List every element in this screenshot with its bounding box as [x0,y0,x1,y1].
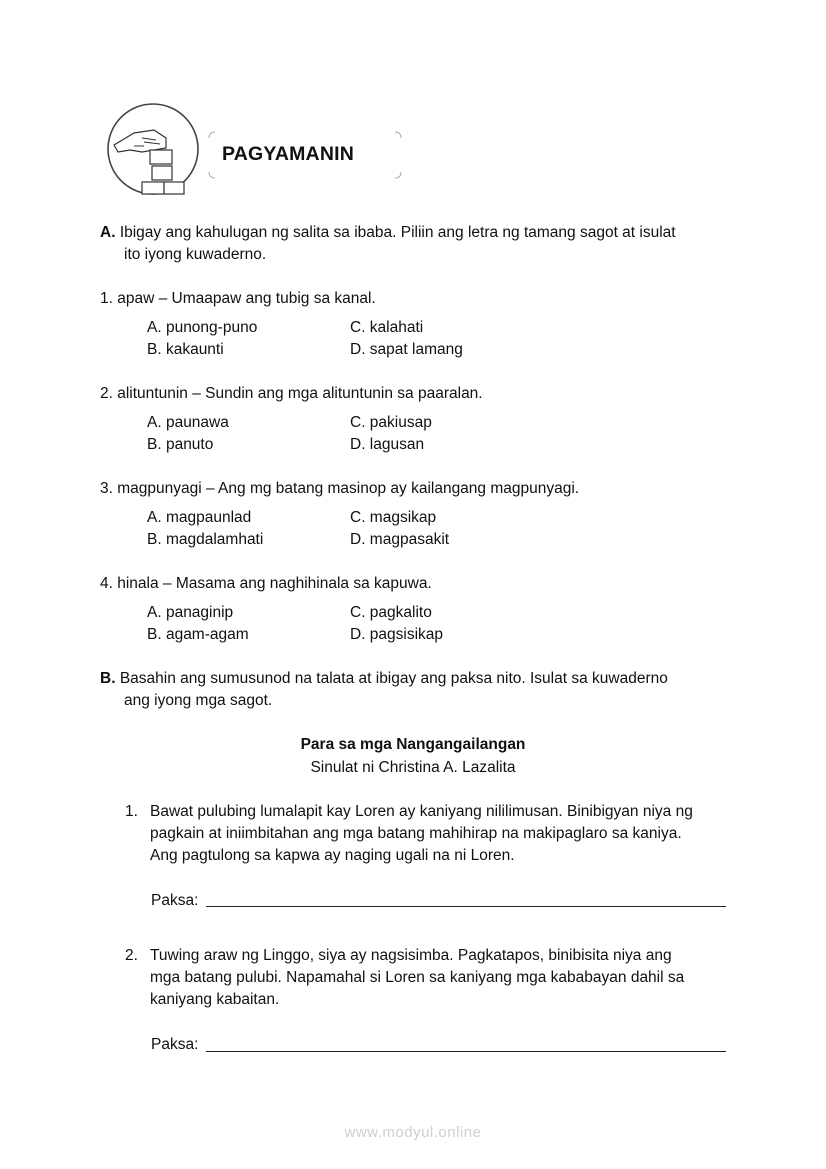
paksa-answer-line[interactable] [206,906,726,907]
paksa-answer-line[interactable] [206,1051,726,1052]
choice-b: B. magdalamhati [147,531,264,548]
choice-d: D. sapat lamang [350,341,463,358]
choice-a: A. panaginip [147,604,234,621]
question-prompt: 1. apaw – Umaapaw ang tubig sa kanal. [100,290,376,307]
section-b-label: B. [100,670,116,687]
instruction-text: Ibigay ang kahulugan ng salita sa ibaba. Piliin ang letra ng tamang sagot at isulat [119,224,676,241]
story-title: Para sa mga Nangangailangan [300,736,526,753]
question-prompt: 3. magpunyagi – Ang mg batang masinop ay kailangang magpunyagi. [100,480,580,497]
paksa-label: Paksa: [151,892,199,909]
choice-d: D. lagusan [350,436,425,453]
paragraph-line: Tuwing araw ng Linggo, siya ay nagsisimba. Pagkatapos, binibisita niya ang [150,947,672,964]
hand-stacking-blocks-icon [104,100,202,198]
question-prompt: 4. hinala – Masama ang naghihinala sa kapuwa. [100,575,432,592]
story-author: Sinulat ni Christina A. Lazalita [310,759,516,776]
choice-c: C. pakiusap [350,414,432,431]
watermark: www.modyul.online [344,1124,482,1141]
section-title: PAGYAMANIN [222,143,355,165]
section-a-label: A. [100,224,116,241]
section-b-instruction [100,668,668,690]
section-a-instruction-cont: ito iyong kuwaderno. [124,246,267,263]
choice-a: A. paunawa [147,414,229,431]
section-b-instruction-cont: ang iyong mga sagot. [124,692,273,709]
choice-d: D. pagsisikap [350,626,444,643]
item-number: 2. [125,947,138,964]
paragraph-line: Ang pagtulong sa kapwa ay naging ugali na ni Loren. [150,847,515,864]
section-a-instruction [100,222,728,244]
choice-b: B. agam-agam [147,626,249,643]
choice-c: C. kalahati [350,319,424,336]
choice-d: D. magpasakit [350,531,450,548]
paragraph-line: mga batang pulubi. Napamahal si Loren sa kaniyang mga kababayan dahil sa [150,969,685,986]
choice-c: C. pagkalito [350,604,432,621]
paragraph-line: Bawat pulubing lumalapit kay Loren ay kaniyang nililimusan. Binibigyan niya ng [150,803,693,820]
choice-b: B. kakaunti [147,341,224,358]
instruction-text: Basahin ang sumusunod na talata at ibigay ang paksa nito. Isulat sa kuwaderno [119,670,668,687]
paragraph-line: kaniyang kabaitan. [150,991,280,1008]
choice-a: A. magpaunlad [147,509,252,526]
choice-b: B. panuto [147,436,214,453]
choice-a: A. punong-puno [147,319,258,336]
question-prompt: 2. alituntunin – Sundin ang mga alituntunin sa paaralan. [100,385,483,402]
paksa-label: Paksa: [151,1036,199,1053]
choice-c: C. magsikap [350,509,437,526]
item-number: 1. [125,803,138,820]
paragraph-line: pagkain at iniimbitahan ang mga batang mahihirap na makipaglaro sa kaniya. [150,825,682,842]
